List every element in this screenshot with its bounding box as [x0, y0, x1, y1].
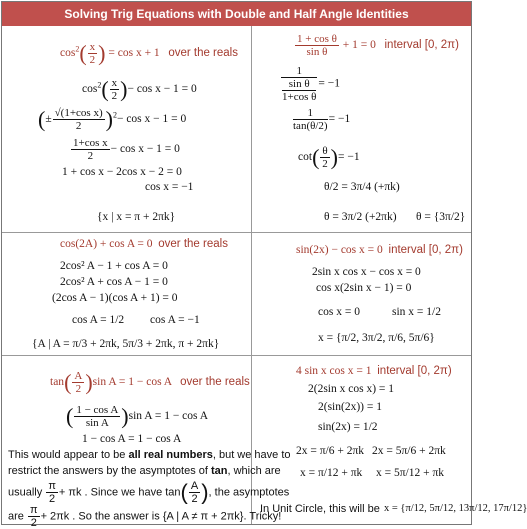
- problem-6-step-1: 2(2sin x cos x) = 1: [308, 383, 395, 395]
- problem-6-step-4b: 2x = 5π/6 + 2πk: [372, 445, 446, 457]
- problem-2-step-2: $\frac{1}{\tan(\theta/2)}$ = −1: [293, 107, 351, 132]
- problem-6-answer: x = {π/12, 5π/12, 13π/12, 17π/12}: [384, 503, 527, 514]
- problem-2-step-4: θ/2 = 3π/4 (+πk): [324, 181, 400, 193]
- problem-4-answer: x = {π/2, 3π/2, π/6, 5π/6}: [318, 332, 435, 344]
- problem-6-step-3: sin(2x) = 1/2: [318, 421, 378, 433]
- problem-4-step-2: cos x(2sin x − 1) = 0: [316, 282, 412, 294]
- page-title: Solving Trig Equations with Double and Half Angle Identities: [2, 2, 471, 26]
- problem-1-step-4: 1 + cos x − 2cos x − 2 = 0: [62, 166, 182, 178]
- problem-2-step-1: $\frac{1}{\frac{\text{sin θ}}{\text{1+cos θ}}}$ = −1: [282, 65, 340, 103]
- problem-1-answer: {x | x = π + 2πk}: [97, 211, 176, 223]
- problem-5-text-line-3: usually $\frac{\pi}{2}$ + πk . Since we have tan( $\frac{A}{2}$ ), the asymptotes: [8, 479, 290, 505]
- problem-1-step-3: $\frac{\text{1+cos x}}{2}$ − cos x − 1 = 0: [73, 137, 180, 162]
- problem-6-step-4a: 2x = π/6 + 2πk: [296, 445, 365, 457]
- problem-5-text-line-2: restrict the answers by the asymptotes of tan, which are: [8, 465, 281, 477]
- problem-6-step-5b: x = 5π/12 + πk: [376, 467, 445, 479]
- problem-1-step-2: (± $\frac{\text{√(1+cos x)}}{2}$ )$^2$− cos x − 1 = 0: [38, 106, 187, 132]
- problem-6-step-5a: x = π/12 + πk: [300, 467, 363, 479]
- problem-3-step-2: 2cos² A + cos A − 1 = 0: [60, 276, 168, 288]
- worksheet-frame: [1, 1, 527, 529]
- problem-3-heading: cos(2A) + cos A = 0 over the reals: [60, 238, 228, 250]
- problem-1-step-5: cos x = −1: [145, 181, 194, 193]
- problem-5-text-line-1: This would appear to be all real numbers, but we have to: [8, 449, 291, 461]
- problem-4-step-1: 2sin x cos x − cos x = 0: [312, 266, 421, 278]
- problem-2-answer-general: θ = 3π/2 (+2πk): [324, 211, 397, 223]
- problem-4-heading: sin(2x) − cos x = 0 interval [0, 2π): [296, 244, 463, 256]
- problem-4-step-3a: cos x = 0: [318, 306, 360, 318]
- problem-3-step-4a: cos A = 1/2: [72, 314, 125, 326]
- problem-3-step-3: (2cos A − 1)(cos A + 1) = 0: [52, 292, 178, 304]
- problem-2: [252, 27, 471, 232]
- problem-2-answer-interval: θ = {3π/2}: [416, 211, 466, 223]
- problem-6-text: In Unit Circle, this will be: [260, 503, 380, 515]
- problem-5: [2, 356, 291, 529]
- problem-6-step-2: 2(sin(2x)) = 1: [318, 401, 382, 413]
- problem-1-heading: $\cos^2$( $\frac{x}{2}$ ) = cos x + 1 over the reals: [60, 40, 238, 66]
- problem-6: [252, 356, 527, 524]
- problem-3-step-1: 2cos² A − 1 + cos A = 0: [60, 260, 168, 272]
- problem-2-step-3: cot( $\frac{\theta}{2}$ )= −1: [298, 144, 360, 170]
- problem-6-heading: 4 sin x cos x = 1 interval [0, 2π): [296, 365, 452, 377]
- problem-3: [2, 233, 250, 355]
- problem-1-step-1: $\cos^2$( $\frac{x}{2}$ )− cos x − 1 = 0: [82, 76, 197, 102]
- problem-3-step-4b: cos A = −1: [150, 314, 200, 326]
- problem-5-heading: tan( $\frac{A}{2}$ )sin A = 1 − cos A over the reals: [50, 369, 250, 395]
- problem-5-step-1: ( $\frac{\text{1 − cos A}}{\text{sin A}}$ )sin A = 1 − cos A: [66, 403, 209, 429]
- problem-4: [252, 233, 471, 355]
- problem-5-text-line-4: are $\frac{\pi}{2}$ + 2πk . So the answer is {A | A ≠ π + 2πk}. Tricky!: [8, 504, 282, 529]
- problem-3-answer: {A | A = π/3 + 2πk, 5π/3 + 2πk, π + 2πk}: [32, 338, 220, 350]
- problem-4-step-3b: sin x = 1/2: [392, 306, 441, 318]
- problem-5-step-2: 1 − cos A = 1 − cos A: [82, 433, 182, 445]
- problem-2-heading: $\frac{\text{1 + cos θ}}{\text{sin θ}}$ + 1 = 0 interval [0, 2π): [297, 33, 459, 58]
- problem-1: [2, 27, 250, 232]
